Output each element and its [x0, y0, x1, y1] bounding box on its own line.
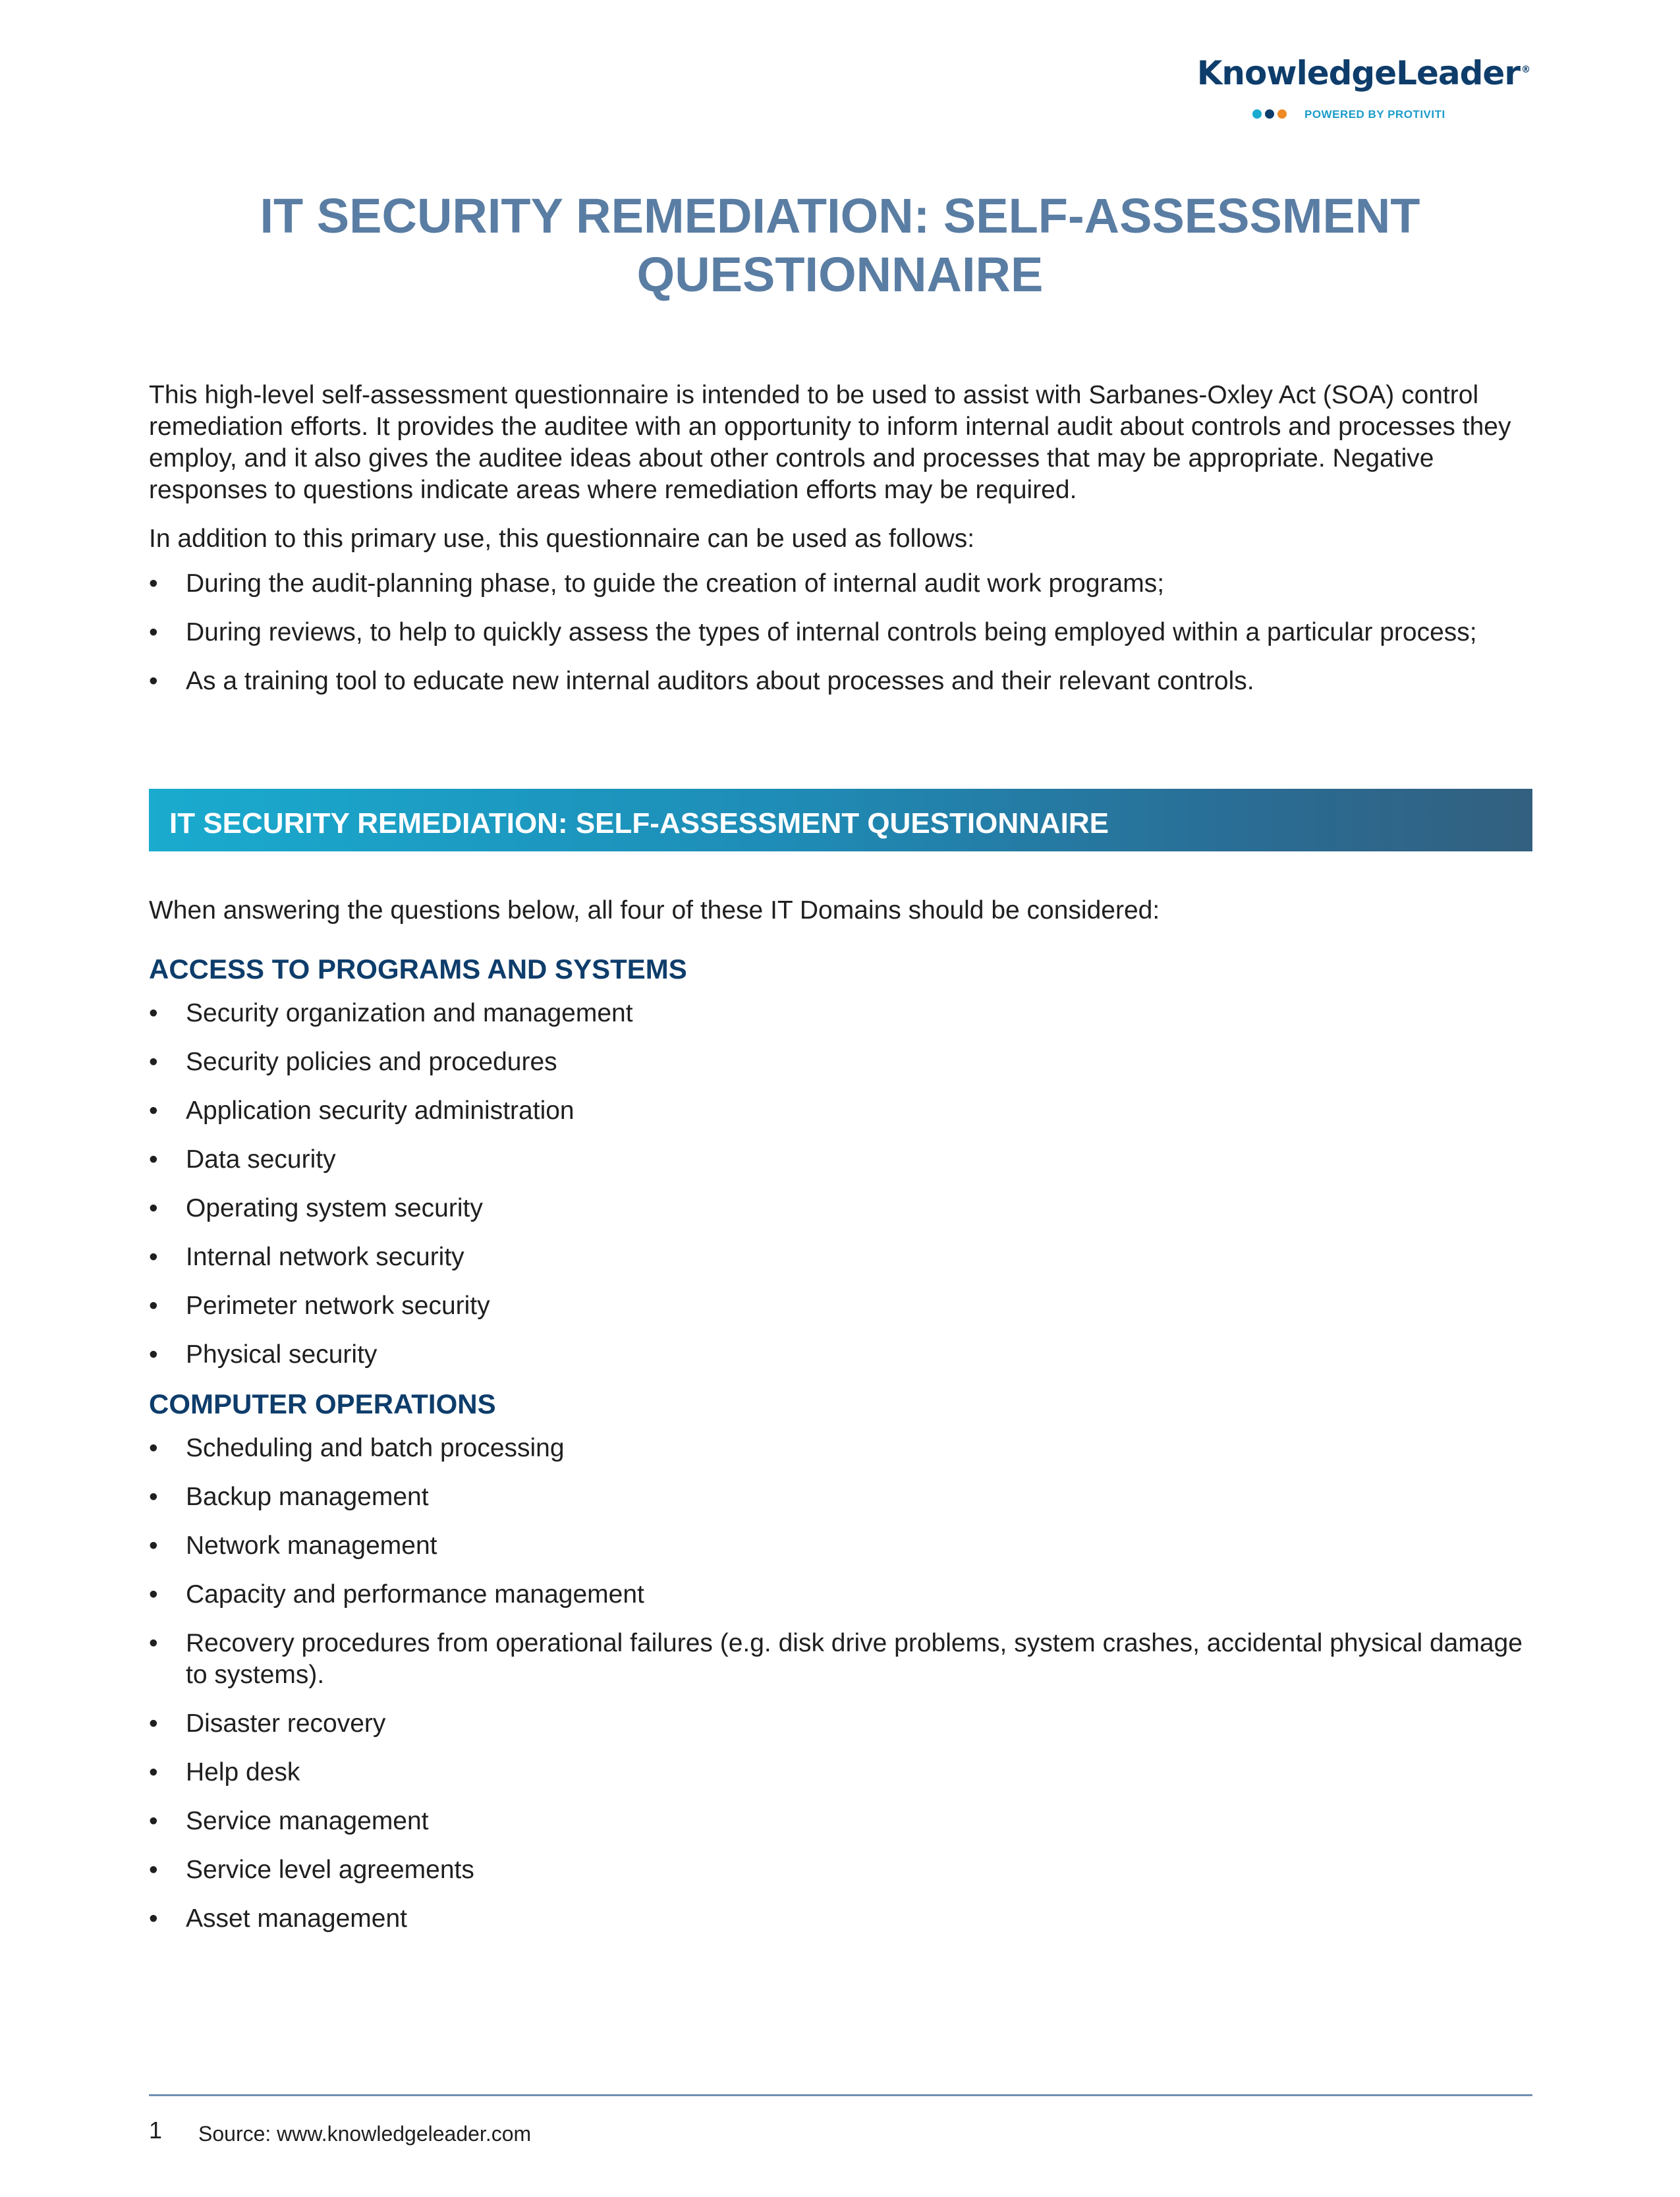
list-item: • Recovery procedures from operational failures (e.g. disk drive problems, system crashes, accidental physical damage to systems).	[149, 1628, 1532, 1691]
list-item: • Security organization and management	[149, 998, 1532, 1029]
list-item: • Application security administration	[149, 1095, 1532, 1127]
intro-section	[149, 380, 1532, 714]
access-domain-list	[149, 998, 1532, 1371]
list-item: • Perimeter network security	[149, 1290, 1532, 1322]
list-item: • Help desk	[149, 1757, 1532, 1788]
section-heading-access: ACCESS TO PROGRAMS AND SYSTEMS	[149, 954, 687, 984]
page-title: IT SECURITY REMEDIATION: SELF-ASSESSMENT QUESTIONNAIRE	[260, 188, 1420, 302]
list-item: • Operating system security	[149, 1193, 1532, 1224]
list-item: • Disaster recovery	[149, 1708, 1532, 1740]
list-item: • As a training tool to educate new internal auditors about processes and their relevant controls.	[149, 666, 1532, 697]
list-item: • Network management	[149, 1530, 1532, 1562]
list-item: • During reviews, to help to quickly assess the types of internal controls being employed within a particular process;	[149, 617, 1532, 648]
list-item: • Data security	[149, 1144, 1532, 1176]
logo-wordmark	[1197, 54, 1530, 92]
logo-dot	[1277, 109, 1287, 119]
page-number: 1	[149, 2117, 163, 2144]
footer-source: Source: www.knowledgeleader.com	[198, 2122, 532, 2146]
section-banner	[149, 789, 1532, 851]
list-item: • Backup management	[149, 1481, 1532, 1513]
list-item: • Scheduling and batch processing	[149, 1433, 1532, 1464]
logo-dot	[1252, 109, 1262, 119]
logo-dots-icon	[1252, 109, 1287, 119]
section-banner-title: IT SECURITY REMEDIATION: SELF-ASSESSMENT QUESTIONNAIRE	[169, 807, 1109, 840]
list-item: • Service level agreements	[149, 1854, 1532, 1886]
list-item: • During the audit-planning phase, to guide the creation of internal audit work programs;	[149, 568, 1532, 600]
footer-divider	[149, 2094, 1532, 2096]
uses-list	[149, 568, 1532, 697]
list-item: • Internal network security	[149, 1241, 1532, 1273]
logo-tagline: POWERED BY PROTIVITI	[1304, 108, 1445, 121]
list-item: • Service management	[149, 1806, 1532, 1837]
logo-dot	[1265, 109, 1274, 119]
registered-mark: ®	[1521, 65, 1530, 76]
list-item: • Physical security	[149, 1339, 1532, 1371]
list-item: • Capacity and performance management	[149, 1579, 1532, 1611]
logo-wordmark-text: KnowledgeLeader	[1196, 54, 1520, 92]
knowledgeleader-logo	[1187, 54, 1530, 127]
domains-intro: When answering the questions below, all four of these IT Domains should be considered:	[149, 896, 1160, 925]
uses-lead: In addition to this primary use, this questionnaire can be used as follows:	[149, 525, 975, 553]
list-item: • Asset management	[149, 1903, 1532, 1935]
list-item: • Security policies and procedures	[149, 1046, 1532, 1078]
section-heading-operations: COMPUTER OPERATIONS	[149, 1388, 496, 1419]
domains-section	[149, 895, 1532, 1952]
operations-domain-list	[149, 1433, 1532, 1935]
intro-paragraph: This high-level self-assessment questionnaire is intended to be used to assist with Sarbanes-Oxley Act (SOA) control remediation efforts. It provides the auditee with an opportunity to inform internal audit about controls and processes they employ, and it also gives the auditee ideas about other controls and processes that may be appropriate. Negative responses to questions indicate areas where remediation efforts may be required.	[149, 381, 1511, 504]
